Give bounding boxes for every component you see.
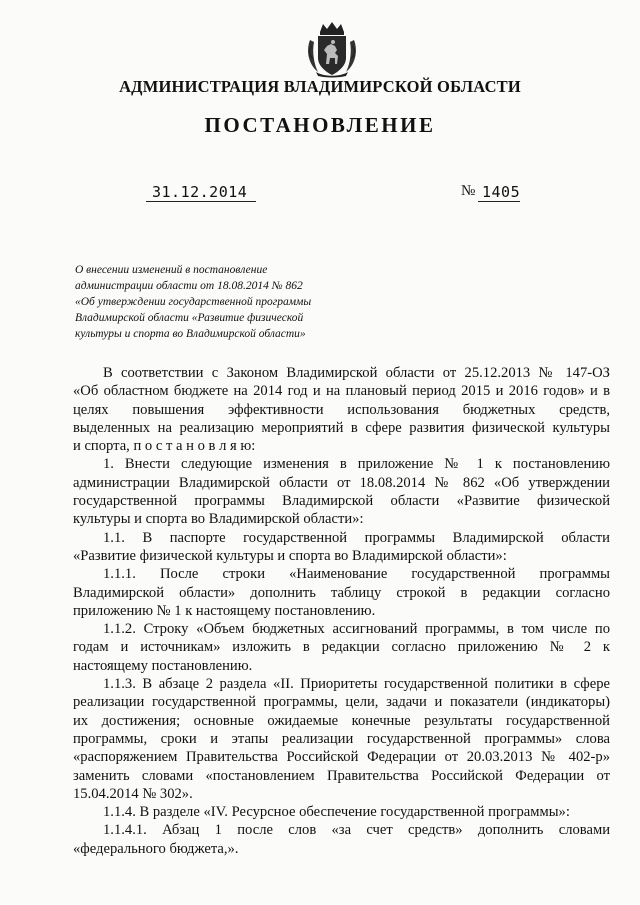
body-line: годам и источникам» изложить в редакции согласно приложению № 2 к	[73, 639, 610, 656]
body-line: и спорта, п о с т а н о в л я ю:	[73, 438, 256, 455]
body-line: «федерального бюджета,».	[73, 840, 239, 857]
body-line: приложению № 1 к настоящему постановлению.	[73, 602, 376, 619]
body-line: 1.1.4. В разделе «IV. Ресурсное обеспечение государственной программы»:	[103, 804, 570, 821]
subject-line: «Об утверждении государственной программы	[75, 296, 312, 309]
body-line: 1.1. В паспорте государственной программы Владимирской области	[103, 529, 610, 546]
body-line: реализации государственной программы, цели, задачи и показатели (индикаторы)	[73, 694, 610, 711]
document-number: 1405	[482, 183, 521, 201]
body-line: «распоряжением Правительства Российской Федерации от 20.03.2013 № 402-р»	[73, 749, 610, 766]
body-line: программы, сроки и этапы реализации государственной программы» слова	[73, 730, 610, 747]
body-line: их достижения; основные ожидаемые конечные результаты государственной	[73, 712, 610, 729]
subject-line: культуры и спорта во Владимирской области»	[75, 328, 306, 341]
body-line: выделенных на реализацию мероприятий в сфере развития физической культуры	[73, 419, 610, 436]
date-underline	[146, 201, 256, 202]
subject-line: администрации области от 18.08.2014 № 862	[75, 280, 303, 293]
body-line: 1. Внести следующие изменения в приложение № 1 к постановлению	[103, 456, 610, 473]
body-line: 1.1.4.1. Абзац 1 после слов «за счет средств» дополнить словами	[103, 822, 610, 839]
coat-of-arms-emblem	[304, 20, 360, 78]
body-line: «Развитие физической культуры и спорта во Владимирской области»:	[73, 547, 507, 564]
body-line: «Об областном бюджете на 2014 год и на плановый период 2015 и 2016 годов» и в	[73, 383, 610, 400]
body-line: Владимирской области» дополнить таблицу строкой в редакции согласно	[73, 584, 610, 601]
body-line: культуры и спорта во Владимирской области»:	[73, 511, 364, 528]
document-date: 31.12.2014	[152, 183, 248, 201]
subject-line: Владимирской области «Развитие физической	[75, 312, 304, 325]
body-line: 1.1.2. Строку «Объем бюджетных ассигнований программы, в том числе по	[103, 621, 610, 638]
subject-line: О внесении изменений в постановление	[75, 264, 268, 276]
document-body	[73, 364, 610, 858]
body-line: В соответствии с Законом Владимирской области от 25.12.2013 № 147-ОЗ	[103, 365, 610, 381]
body-line: 1.1.3. В абзаце 2 раздела «II. Приоритеты государственной политики в сфере	[103, 676, 610, 693]
body-line: 1.1.1. После строки «Наименование государственной программы	[103, 566, 610, 583]
body-line: настоящему постановлению.	[73, 657, 253, 674]
document-subject	[75, 262, 375, 342]
body-line: заменить словами «постановлением Правительства Российской Федерации от	[73, 767, 610, 784]
document-type-title: ПОСТАНОВЛЕНИЕ	[204, 113, 436, 137]
body-line: администрации Владимирской области от 18.08.2014 № 862 «Об утверждении	[73, 474, 610, 491]
body-line: 15.04.2014 № 302».	[73, 785, 193, 802]
organization-title: АДМИНИСТРАЦИЯ ВЛАДИМИРСКОЙ ОБЛАСТИ	[119, 77, 521, 96]
number-underline	[478, 201, 520, 202]
number-sign: №	[461, 183, 476, 199]
body-line: целях повышения эффективности использования бюджетных средств,	[73, 401, 610, 418]
body-line: государственной программы Владимирской области «Развитие физической	[73, 493, 610, 510]
